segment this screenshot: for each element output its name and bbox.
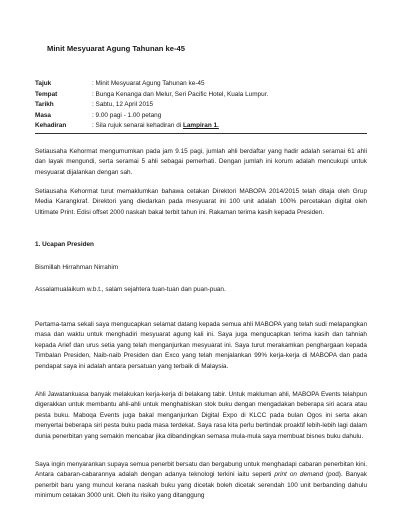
meta-value: : 9.00 pagi - 1.00 petang xyxy=(92,111,162,119)
attendance-appendix-link[interactable]: Lampiran 1. xyxy=(182,122,219,129)
paragraph-directory: Setiausaha Kehormat turut memaklumkan bahawa cetakan Direktori MABOPA 2014/2015 telah ditaja oleh Grup Media Karangkraf. Direktori yang diedarkan pada mesyuarat ini 100 unit adalah 100% percetakan digital oleh Ultimate Print. Edisi offset 2000 naskah bakal terbit tahun ini. Rakaman terima kasih kepada Presiden. xyxy=(35,188,367,216)
meta-value-text: : Sila rujuk senarai kehadiran di xyxy=(92,122,183,129)
meta-row-tarikh xyxy=(35,100,365,111)
meta-key: Kehadiran xyxy=(35,122,67,129)
meta-value xyxy=(92,121,365,132)
meeting-details xyxy=(35,79,365,132)
bismillah-line: Bismillah Hirrahman Nirrahim xyxy=(35,264,119,271)
text-run: (pod). Banyak penerbit baru yang muncul kerana naskah buku yang dicetak boleh dicetak serendah 100 unit berbanding dahulu minimum cetakan 3000 unit. Oleh itu risiko yang ditanggung xyxy=(35,471,368,500)
divider xyxy=(35,133,367,134)
meta-value: : Minit Mesyuarat Agung Tahunan ke-45 xyxy=(92,80,205,87)
section-heading: 1. Ucapan Presiden xyxy=(35,241,94,248)
paragraph-welcome: Pertama-tama sekali saya mengucapkan selamat datang kepada semua ahli MABOPA yang telah sudi melapangkan masa dan waktu untuk menghadiri mesyuarat agung kali ini. Saya juga mengucapkan terima kasih dan tahniah kepada Arief dan urus setia yang telah menganjurkan mesyuarat ini. Saya turut merakamkan penghargaan kepada Timbalan Presiden, Naib-naib Presiden dan Exco yang telah menjalankan 99% kerja-kerja di MABOPA dan pada pendapat saya ini adalah antara persatuan yang terbaik di Malaysia. xyxy=(35,321,367,370)
meta-key: Tarikh xyxy=(35,101,54,108)
text-run: Saya ingin menyarankan supaya semua penerbit bersatu dan bergabung untuk menghadapi cabaran penerbitan kini. Antara cabaran-cabarannya adalah dengan adanya teknologi terkini iaitu seperti xyxy=(35,461,367,479)
meta-row-tajuk xyxy=(35,79,365,90)
text-run-italic: print on demand xyxy=(274,471,324,479)
meta-key: Masa xyxy=(35,111,51,119)
meta-row-kehadiran xyxy=(35,121,365,132)
meta-key: Tajuk xyxy=(35,80,52,87)
paragraph-quorum: Setiausaha Kehormat mengumumkan pada jam 9.15 pagi, jumlah ahli berdaftar yang hadir adalah seramai 61 ahli dan layak mengundi, serta seramai 5 ahli sebagai pemerhati. Dengan jumlah ini korum adalah mencukupi untuk mesyuarat dijalankan dengan sah. xyxy=(35,148,367,176)
meta-key: Tempat xyxy=(35,90,58,98)
document-title: Minit Mesyuarat Agung Tahunan ke-45 xyxy=(47,44,185,53)
meta-value: : Sabtu, 12 April 2015 xyxy=(92,101,154,108)
paragraph-challenges xyxy=(35,460,367,502)
meta-row-tempat xyxy=(35,90,365,101)
meta-value: : Bunga Kenanga dan Melur, Seri Pacific Hotel, Kuala Lumpur. xyxy=(92,90,269,98)
meta-row-masa xyxy=(35,111,365,122)
greeting-line: Assalamualaikum w.b.t., salam sejahtera tuan-tuan dan puan-puan. xyxy=(35,286,226,293)
paragraph-events: Ahli Jawatankuasa banyak melakukan kerja-kerja di belakang tabir. Untuk makluman ahli, MABOPA Events telahpun digerakkan untuk membantu ahli-ahli untuk menghabiskan stok buku dengan mengadakan beberapa siri acara atau pesta buku. Maboqa Events juga bakal menganjurkan Digital Expo di KLCC pada bulan Ogos ini serta akan menyertai beberapa siri pesta buku pada masa terdekat. Saya rasa kita perlu bertindak proaktif lebih-lebih lagi dalam dunia penerbitan yang semakin mencabar jika dibandingkan semasa mula-mula saya membuat bisnes buku dahulu. xyxy=(35,391,367,440)
